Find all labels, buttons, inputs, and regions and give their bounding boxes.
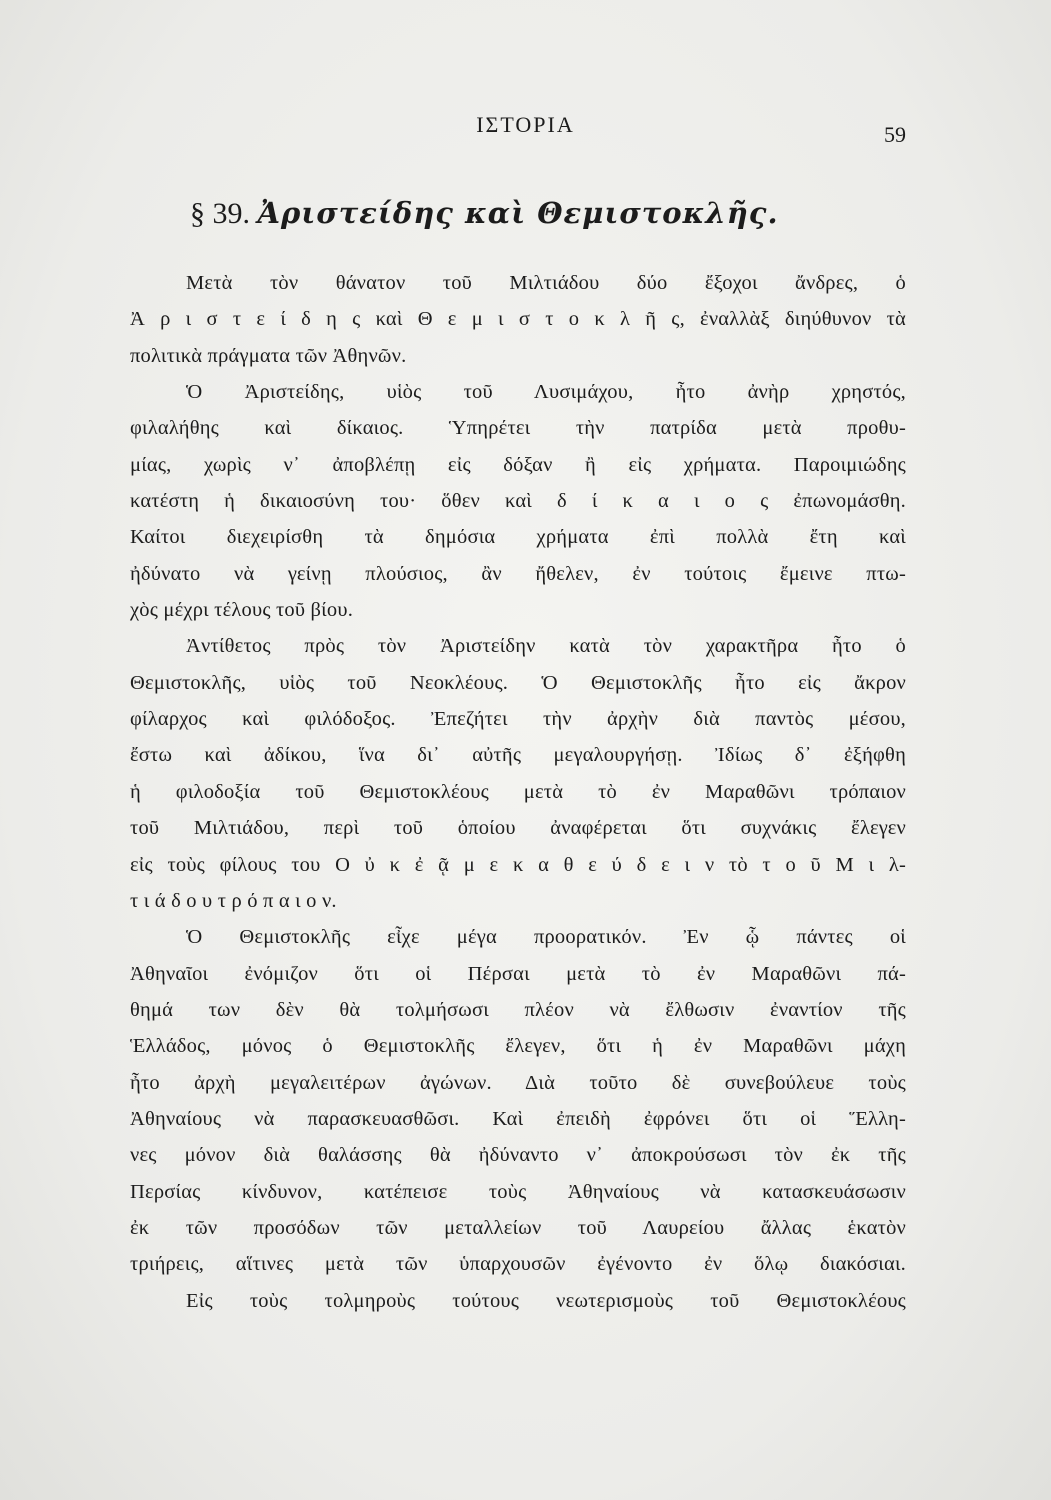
section-title: Ἀριστείδης καὶ Θεμιστοκλῆς. xyxy=(257,196,779,230)
text-line: τ ι ά δ ο υ τ ρ ό π α ι ο ν. xyxy=(130,889,337,912)
text-line: εἰς τοὺς φίλους του Ο ὐ κ ἐ ᾷ μ ε κ α θ ε ύ δ ε ι ν τὸ τ ο ῦ Μ ι λ- xyxy=(130,853,906,876)
text-line: Ἀθηναῖοι ἐνόμιζον ὅτι οἱ Πέρσαι μετὰ τὸ ἐν Μαραθῶνι πά- xyxy=(130,962,906,985)
text-line: ἦτο ἀρχὴ μεγαλειτέρων ἀγώνων. Διὰ τοῦτο δὲ συνεβούλευε τοὺς xyxy=(130,1071,906,1094)
section-heading xyxy=(190,196,779,231)
text-line: ἔστω καὶ ἀδίκου, ἵνα δι᾽ αὐτῆς μεγαλουργήσῃ. Ἰδίως δ᾽ ἐξήφθη xyxy=(130,744,906,767)
text-line: τριήρεις, αἵτινες μετὰ τῶν ὑπαρχουσῶν ἐγένοντο ἐν ὅλῳ διακόσιαι. xyxy=(130,1253,906,1276)
running-title: ΙΣΤΟΡΙΑ xyxy=(476,112,575,137)
text-line: Ὁ Θεμιστοκλῆς εἶχε μέγα προορατικόν. Ἐν ᾧ πάντες οἱ xyxy=(186,926,906,949)
text-line: πολιτικὰ πράγματα τῶν Ἀθηνῶν. xyxy=(130,344,407,367)
text-line: χὸς μέχρι τέλους τοῦ βίου. xyxy=(130,599,354,622)
text-line: Καίτοι διεχειρίσθη τὰ δημόσια χρήματα ἐπὶ πολλὰ ἔτη καὶ xyxy=(130,526,906,549)
text-line: νες μόνον διὰ θαλάσσης θὰ ἠδύναντο ν᾽ ἀποκρούσωσι τὸν ἐκ τῆς xyxy=(130,1144,906,1167)
text-line: ἡ φιλοδοξία τοῦ Θεμιστοκλέους μετὰ τὸ ἐν Μαραθῶνι τρόπαιον xyxy=(130,780,906,803)
text-line: Θεμιστοκλῆς, υἱὸς τοῦ Νεοκλέους. Ὁ Θεμιστοκλῆς ἦτο εἰς ἄκρον xyxy=(130,671,906,694)
text-line: Ἀ ρ ι σ τ ε ί δ η ς καὶ Θ ε μ ι σ τ ο κ λ ῆ ς, ἐναλλὰξ διηύθυνον τὰ xyxy=(130,308,906,331)
text-line: Ὁ Ἀριστείδης, υἱὸς τοῦ Λυσιμάχου, ἦτο ἀνὴρ χρηστός, xyxy=(186,381,906,404)
text-line: ἐκ τῶν προσόδων τῶν μεταλλείων τοῦ Λαυρείου ἄλλας ἑκατὸν xyxy=(130,1216,906,1239)
body-text xyxy=(130,265,906,1319)
text-line: Εἰς τοὺς τολμηροὺς τούτους νεωτερισμοὺς τοῦ Θεμιστοκλέους xyxy=(186,1289,906,1312)
text-line: Μετὰ τὸν θάνατον τοῦ Μιλτιάδου δύο ἔξοχοι ἄνδρες, ὁ xyxy=(186,272,906,294)
text-line: Περσίας κίνδυνον, κατέπεισε τοὺς Ἀθηναίους νὰ κατασκευάσωσιν xyxy=(130,1180,906,1203)
text-line: φίλαρχος καὶ φιλόδοξος. Ἐπεζήτει τὴν ἀρχὴν διὰ παντὸς μέσου, xyxy=(130,708,906,731)
text-line: Ἀθηναίους νὰ παρασκευασθῶσι. Καὶ ἐπειδὴ ἐφρόνει ὅτι οἱ Ἕλλη- xyxy=(130,1107,906,1130)
section-number: § 39. xyxy=(190,197,250,230)
text-line: μίας, χωρὶς ν᾽ ἀποβλέπῃ εἰς δόξαν ἢ εἰς χρήματα. Παροιμιώδης xyxy=(130,453,906,476)
text-line: Ἀντίθετος πρὸς τὸν Ἀριστείδην κατὰ τὸν χαρακτῆρα ἦτο ὁ xyxy=(186,635,906,658)
page-number: 59 xyxy=(884,122,906,147)
text-line: φιλαλήθης καὶ δίκαιος. Ὑπηρέτει τὴν πατρίδα μετὰ προθυ- xyxy=(130,417,906,440)
text-line: θημά των δὲν θὰ τολμήσωσι πλέον νὰ ἔλθωσιν ἐναντίον τῆς xyxy=(130,998,906,1021)
text-line: κατέστη ἡ δικαιοσύνη του· ὅθεν καὶ δ ί κ α ι ο ς ἐπωνομάσθη. xyxy=(130,490,906,513)
text-line: ἠδύνατο νὰ γείνῃ πλούσιος, ἂν ἤθελεν, ἐν τούτοις ἔμεινε πτω- xyxy=(130,562,906,585)
text-line: Ἑλλάδος, μόνος ὁ Θεμιστοκλῆς ἔλεγεν, ὅτι ἡ ἐν Μαραθῶνι μάχη xyxy=(130,1035,906,1058)
text-line: τοῦ Μιλτιάδου, περὶ τοῦ ὁποίου ἀναφέρεται ὅτι συχνάκις ἔλεγεν xyxy=(130,817,906,840)
